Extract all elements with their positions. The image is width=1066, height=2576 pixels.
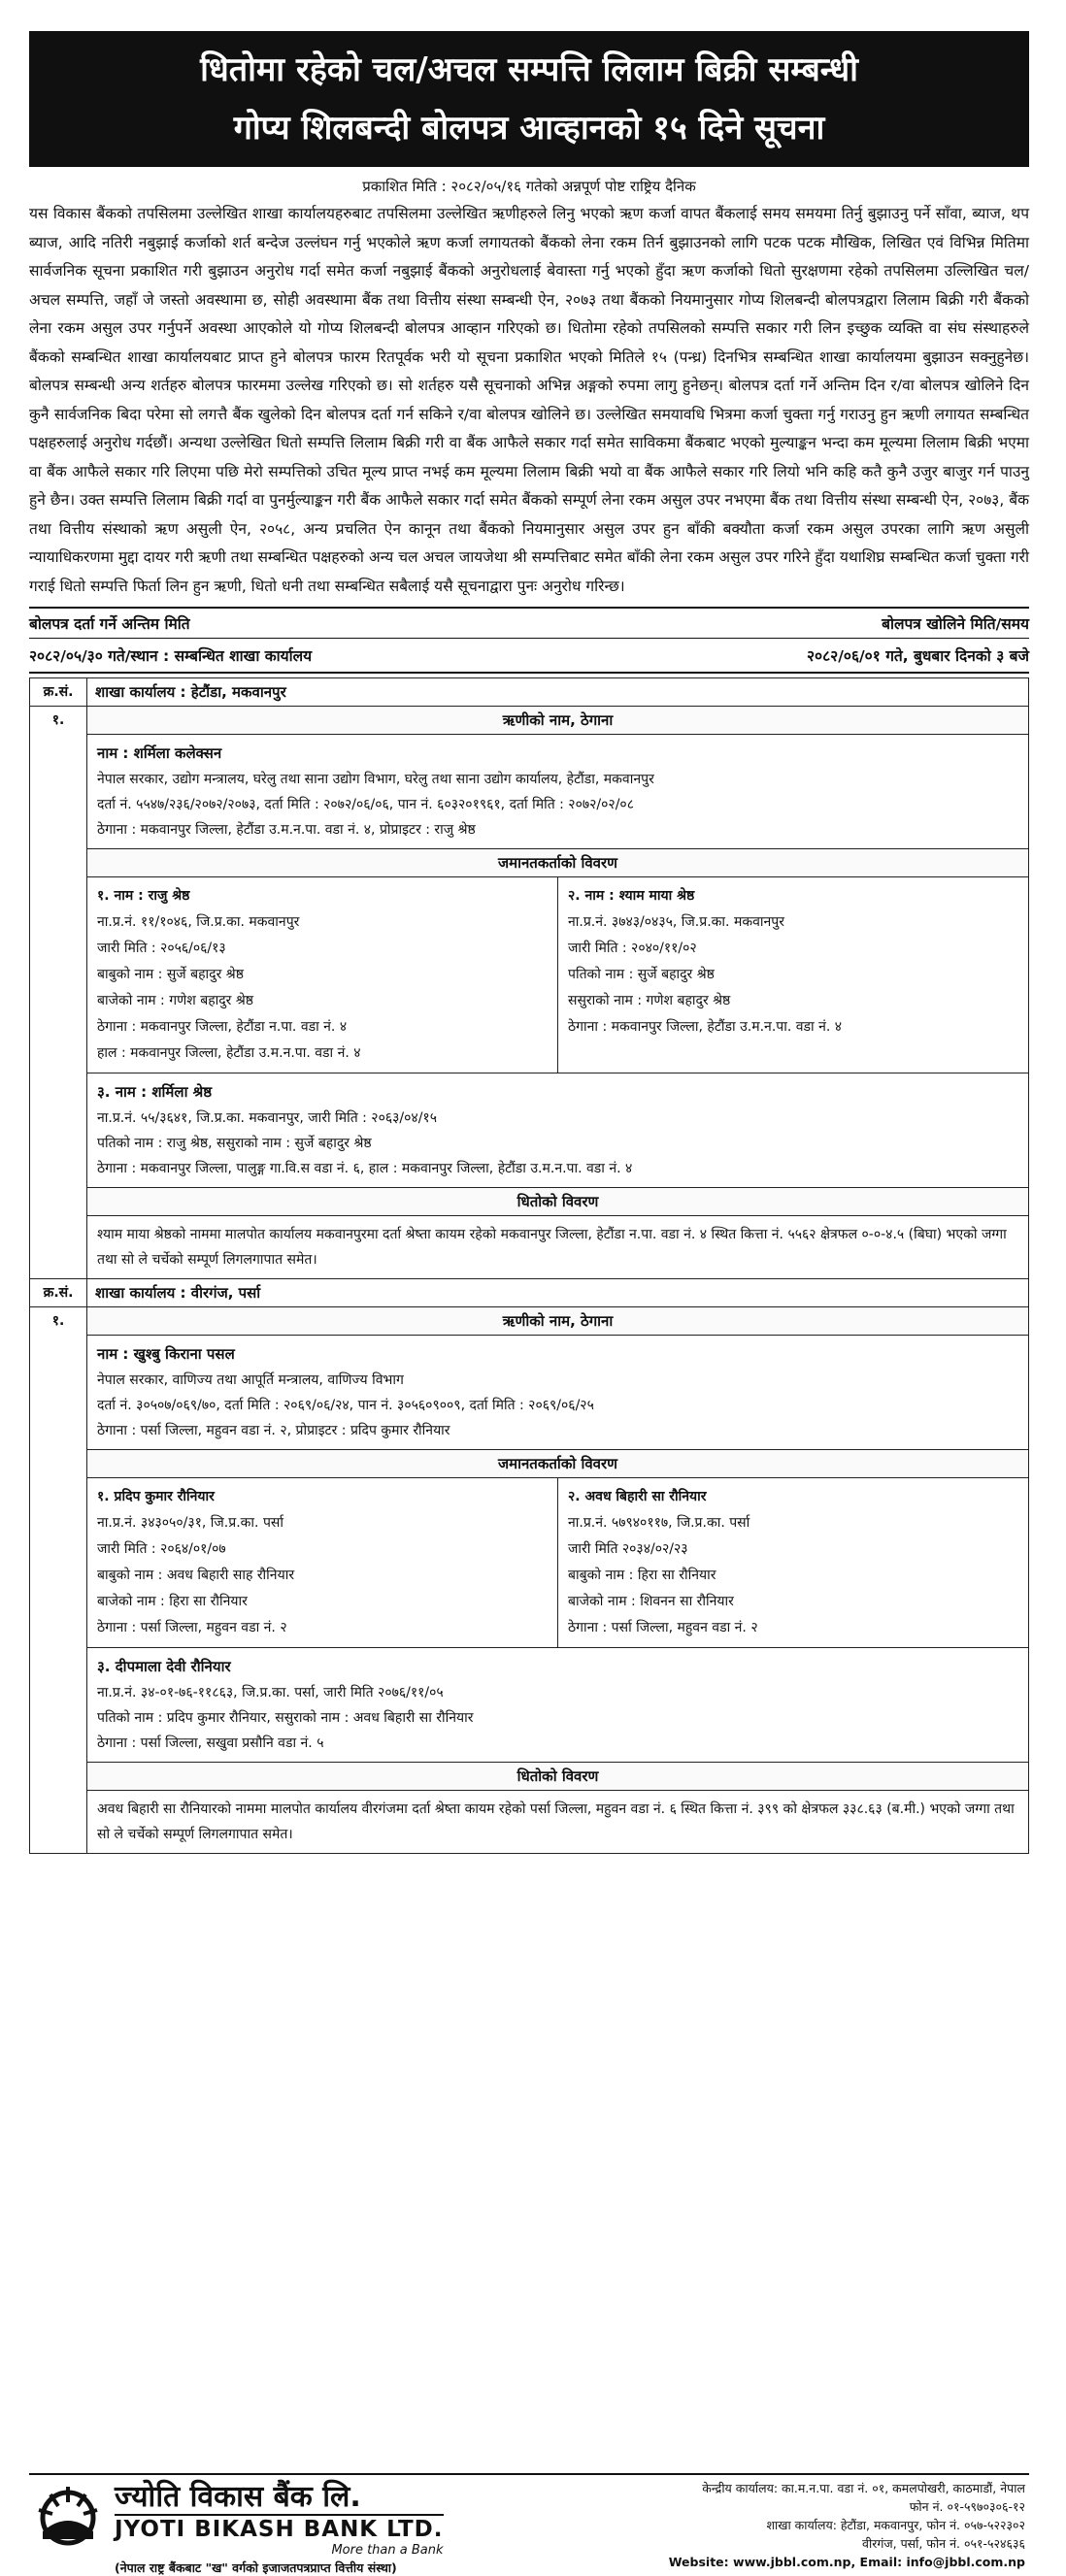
guarantor-line: ना.प्र.नं. ५५/३६४१, जि.प्र.का. मकवानपुर, जारी मिति : २०६३/०४/१५ bbox=[97, 1110, 437, 1126]
branch-name: शाखा कार्यालय : वीरगंज, पर्सा bbox=[87, 1279, 1029, 1307]
website-email: Website: www.jbbl.com.np, Email: info@jbbl.com.np bbox=[668, 2555, 1025, 2569]
guarantor-name: २. नाम : श्याम माया श्रेष्ठ bbox=[568, 888, 695, 904]
guarantor-line: ना.प्र.नं. ३७४३/०४३५, जि.प्र.का. मकवानपुर bbox=[568, 914, 784, 930]
guarantor-line: जारी मिति : २०५६/०६/१३ bbox=[97, 941, 226, 956]
collateral-details: अवध बिहारी सा रौनियारको नाममा मालपोत कार्यालय वीरगंजमा दर्ता श्रेष्ता कायम रहेको पर्सा जिल्ला, महुवन वडा नं. ६ स्थित कित्ता नं. ३९९ को क्षेत्रफल ३३८.६३ (ब.मी.) भएको जग्गा तथा सो ले चर्चेको सम्पूर्ण लिगलगापात समेत। bbox=[87, 1791, 1029, 1854]
guarantor-name: २. अवध बिहारी सा रौनियार bbox=[568, 1489, 707, 1504]
guarantor-line: जारी मिति २०३४/०२/२३ bbox=[568, 1541, 688, 1557]
guarantor-card bbox=[87, 877, 558, 1073]
guarantor-card bbox=[558, 877, 1028, 1073]
borrower-name: नाम : खुश्बु किराना पसल bbox=[97, 1345, 235, 1363]
notice-title-line2: गोप्य शिलबन्दी बोलपत्र आव्हानको १५ दिने सूचना bbox=[233, 109, 825, 148]
branch-name: शाखा कार्यालय : हेटौंडा, मकवानपुर bbox=[87, 678, 1029, 707]
notice-banner bbox=[29, 31, 1029, 167]
collateral-heading: धितोको विवरण bbox=[87, 1763, 1029, 1791]
guarantor-pair bbox=[87, 877, 1029, 1073]
contact-line: केन्द्रीय कार्यालय: का.म.न.पा. वडा नं. ०१, कमलपोखरी, काठमाडौं, नेपाल bbox=[702, 2481, 1025, 2495]
borrower-line: दर्ता नं. ३०५०७/०६९/७०, दर्ता मिति : २०६९/०६/२४, पान नं. ३०५६०९००९, दर्ता मिति : २०६९/०६/२५ bbox=[97, 1398, 594, 1413]
serial-number: १. bbox=[30, 1307, 87, 1854]
published-date: प्रकाशित मिति : २०८२/०५/१६ गतेको अन्नपूर्ण पोष्ट राष्ट्रिय दैनिक bbox=[362, 178, 696, 195]
borrower-details bbox=[87, 735, 1029, 849]
guarantor-heading: जमानतकर्ताको विवरण bbox=[87, 1450, 1029, 1478]
guarantor-line: बाजेको नाम : गणेश बहादुर श्रेष्ठ bbox=[97, 993, 254, 1008]
bank-license: (नेपाल राष्ट्र बैंकबाट "ख" वर्गको इजाजतपत्रप्राप्त वित्तीय संस्था) bbox=[115, 2560, 397, 2575]
guarantor-line: बाजेको नाम : शिवनन सा रौनियार bbox=[568, 1594, 734, 1609]
borrower-line: ठेगाना : मकवानपुर जिल्ला, हेटौंडा उ.म.न.पा. वडा नं. ४, प्रोप्राइटर : राजु श्रेष्ठ bbox=[97, 822, 476, 838]
bank-tagline: More than a Bank bbox=[331, 2543, 444, 2558]
deadline-submission-label: बोलपत्र दर्ता गर्ने अन्तिम मिति bbox=[29, 615, 190, 633]
guarantor-card-third bbox=[87, 1073, 1029, 1188]
guarantor-pair bbox=[87, 1478, 1029, 1648]
sn-header: क्र.सं. bbox=[30, 678, 87, 707]
borrower-line: नेपाल सरकार, वाणिज्य तथा आपूर्ति मन्त्रालय, वाणिज्य विभाग bbox=[97, 1372, 404, 1388]
guarantor-line: जारी मिति : २०६४/०१/०७ bbox=[97, 1541, 226, 1557]
guarantor-line: बाबुको नाम : हिरा सा रौनियार bbox=[568, 1568, 716, 1583]
guarantor-heading: जमानतकर्ताको विवरण bbox=[87, 849, 1029, 877]
borrower-name: नाम : शर्मिला कलेक्सन bbox=[97, 744, 222, 762]
bank-footer bbox=[29, 2473, 1029, 2575]
collateral-heading: धितोको विवरण bbox=[87, 1188, 1029, 1216]
deadline-labels bbox=[29, 607, 1029, 639]
guarantor-line: ठेगाना : पर्सा जिल्ला, सखुवा प्रसौनि वडा नं. ५ bbox=[97, 1735, 324, 1751]
guarantor-name: १. नाम : राजु श्रेष्ठ bbox=[97, 888, 190, 904]
borrower-details bbox=[87, 1336, 1029, 1450]
guarantor-line: ना.प्र.नं. ३४-०१-७६-११८६३, जि.प्र.का. पर्सा, जारी मिति २०७६/११/०५ bbox=[97, 1685, 444, 1701]
guarantor-card bbox=[558, 1478, 1028, 1647]
guarantor-line: ना.प्र.नं. ३४३०५०/३१, जि.प्र.का. पर्सा bbox=[97, 1515, 283, 1531]
guarantor-line: जारी मिति : २०४०/११/०२ bbox=[568, 941, 697, 956]
borrower-line: नेपाल सरकार, उद्योग मन्त्रालय, घरेलु तथा साना उद्योग विभाग, घरेलु तथा साना उद्योग कार्यालय, हेटौंडा, मकवानपुर bbox=[97, 772, 654, 787]
bank-name-block bbox=[115, 2481, 444, 2576]
collateral-details: श्याम माया श्रेष्ठको नाममा मालपोत कार्यालय मकवानपुरमा दर्ता श्रेष्ता कायम रहेको मकवानपुर जिल्ला, हेटौंडा न.पा. वडा नं. ४ स्थित कित्ता नं. ५५६२ क्षेत्रफल ०-०-४.५ (बिघा) भएको जग्गा तथा सो ले चर्चेको सम्पूर्ण लिगलगापात समेत। bbox=[87, 1216, 1029, 1279]
contact-line: वीरगंज, पर्सा, फोन नं. ०५१-५२४६३६ bbox=[862, 2536, 1025, 2551]
borrower-line: ठेगाना : पर्सा जिल्ला, महुवन वडा नं. २, प्रोप्राइटर : प्रदिप कुमार रौनियार bbox=[97, 1423, 450, 1438]
bank-contact bbox=[495, 2475, 1029, 2568]
guarantor-line: पतिको नाम : सुर्जे बहादुर श्रेष्ठ bbox=[568, 967, 715, 982]
deadline-opening-value: २०८२/०६/०१ गते, बुधबार दिनको ३ बजे bbox=[807, 647, 1029, 665]
notice-body: यस विकास बैंकको तपसिलमा उल्लेखित शाखा कार्यालयहरुबाट तपसिलमा उल्लेखित ऋणीहरुले लिनु भएको ऋण कर्जा वापत बैंकलाई समय समयमा तिर्नु बुझाउनु पर्ने साँवा, ब्याज, थप ब्याज, आदि नतिरी नबुझाई कर्जाको शर्त बन्देज उल्लंघन गर्नु भएकोले ऋण कर्जा लगायतको बैंकको लेना रकम तिर्न बुझाउनको लागि पटक पटक मौखिक, लिखित एवं विभिन्न मितिमा सार्वजनिक सूचना प्रकाशित गरी बुझाउन अनुरोध गर्दा समेत कर्जा नबुझाई बैंकको अनुरोधलाई बेवास्ता गर्नु भएको हुँदा ऋण कर्जाको धितो सुरक्षणमा रहेको तपसिलमा उल्लिखित चल/अचल सम्पत्ति, जहाँ जे जस्तो अवस्थामा छ, सोही अवस्थामा बैंक तथा वित्तीय संस्था सम्बन्धी ऐन, २०७३ तथा बैंकको नियमानुसार गोप्य शिलबन्दी बोलपत्रद्वारा लिलाम बिक्री गरी बैंकको लेना रकम असुल उपर गर्नुपर्ने अवस्था आएकोले यो गोप्य शिलबन्दी बोलपत्र आव्हान गरिएको छ। धितोमा रहेको तपसिलको सम्पत्ति सकार गरी लिन इच्छुक व्यक्ति वा संघ संस्थाहरुले बैंकको सम्बन्धित शाखा कार्यालयबाट प्राप्त हुने बोलपत्र फारम रितपूर्वक भरी यो सूचना प्रकाशित भएको मितिले १५ (पन्ध्र) दिनभित्र सम्बन्धित शाखा कार्यालयमा बुझाउन सक्नुहुनेछ। बोलपत्र सम्बन्धी अन्य शर्तहरु बोलपत्र फारममा उल्लेख गरिएको छ। सो शर्तहरु यसै सूचनाको अभिन्न अङ्गको रुपमा लागु हुनेछन्। बोलपत्र दर्ता गर्ने अन्तिम दिन र/वा बोलपत्र खोलिने दिन कुनै सार्वजनिक बिदा परेमा सो लगत्तै बैंक खुलेको दिन बोलपत्र दर्ता गर्न सकिने र/वा बोलपत्र खोलिने छ। उल्लेखित समयावधि भित्रमा कर्जा चुक्ता गर्नु गराउनु हुन ऋणी लगायत सम्बन्धित पक्षहरुलाई अनुरोध गर्दछौं। अन्यथा उल्लेखित धितो सम्पत्ति लिलाम बिक्री गरी वा बैंक आफैले सकार गर्दा समेत साविकमा बैंकबाट भएको मुल्याङ्कन भन्दा कम मूल्यमा लिलाम बिक्री भएमा वा बैंक आफैले सकार गरि लिएमा पछि मेरो सम्पत्तिको उचित मूल्य प्राप्त नभई कम मूल्यमा लिलाम बिक्री भयो वा बैंक आफैले सकार गरि लियो भनि कहि कतै कुनै उजुर बाजुर गर्न पाउनु हुने छैन। उक्त सम्पत्ति लिलाम बिक्री गर्दा वा पुनर्मुल्याङ्कन गरी बैंक आफैले सकार गर्दा समेत बैंकको सम्पूर्ण लेना रकम असुल उपर नभएमा बैंक तथा वित्तीय संस्था सम्बन्धी ऐन, २०७३, बैंक तथा वित्तीय संस्थाको ऋण असुली ऐन, २०५८, अन्य प्रचलित ऐन कानून तथा बैंकको नियमानुसार असुल उपर हुन बाँकी बक्यौता कर्जा रकम असुल उपरका लागि ऋण असुली न्यायाधिकरणमा मुद्दा दायर गरी ऋणी तथा सम्बन्धित पक्षहरुको अन्य चल अचल जायजेथा श्री सम्पत्तिबाट समेत बाँकी लेना रकम असुल उपर गरिने हुँदा यथाशिघ्र सम्बन्धित कर्जा चुक्ता गरी गराई धितो सम्पत्ति फिर्ता लिन हुन ऋणी, धितो धनी तथा सम्बन्धित सबैलाई यसै सूचनाद्वारा पुनः अनुरोध गरिन्छ। bbox=[29, 205, 1029, 595]
details-table bbox=[29, 677, 1029, 1854]
bank-name-nepali: ज्योति विकास बैंक लि. bbox=[115, 2480, 361, 2514]
guarantor-line: हाल : मकवानपुर जिल्ला, हेटौंडा उ.म.न.पा. वडा नं. ४ bbox=[97, 1045, 361, 1061]
contact-line: फोन नं. ०१-५९७०३०६-१२ bbox=[909, 2499, 1025, 2514]
notice-page bbox=[29, 31, 1029, 1854]
guarantor-line: ठेगाना : पर्सा जिल्ला, महुवन वडा नं. २ bbox=[97, 1620, 287, 1635]
guarantor-line: पतिको नाम : राजु श्रेष्ठ, ससुराको नाम : सुर्जे बहादुर श्रेष्ठ bbox=[97, 1136, 372, 1151]
deadline-values bbox=[29, 639, 1029, 674]
serial-number: १. bbox=[30, 707, 87, 1279]
guarantor-name: ३. दीपमाला देवी रौनियार bbox=[97, 1658, 231, 1675]
deadline-opening-label: बोलपत्र खोलिने मिति/समय bbox=[882, 615, 1029, 633]
contact-line: शाखा कार्यालय: हेटौंडा, मकवानपुर, फोन नं. ०५७-५२२३०२ bbox=[766, 2518, 1025, 2532]
guarantor-line: ठेगाना : मकवानपुर जिल्ला, हेटौंडा न.पा. वडा नं. ४ bbox=[97, 1019, 348, 1035]
borrower-line: दर्ता नं. ५५४७/२३६/२०७२/२०७३, दर्ता मिति : २०७२/०६/०६, पान नं. ६०३२०१९६१, दर्ता मिति : २०७२/०२/०८ bbox=[97, 797, 634, 812]
guarantor-line: पतिको नाम : प्रदिप कुमार रौनियार, ससुराको नाम : अवध बिहारी सा रौनियार bbox=[97, 1710, 474, 1726]
guarantor-card bbox=[87, 1478, 558, 1647]
guarantor-line: बाबुको नाम : सुर्जे बहादुर श्रेष्ठ bbox=[97, 967, 244, 982]
bank-logo-icon bbox=[29, 2481, 107, 2549]
deadline-submission-value: २०८२/०५/३० गते/स्थान : सम्बन्धित शाखा कार्यालय bbox=[29, 647, 313, 665]
guarantor-line: ठेगाना : मकवानपुर जिल्ला, हेटौंडा उ.म.न.पा. वडा नं. ४ bbox=[568, 1019, 843, 1035]
guarantor-line: ना.प्र.नं. ५७९४०११७, जि.प्र.का. पर्सा bbox=[568, 1515, 750, 1531]
guarantor-line: बाबुको नाम : अवध बिहारी साह रौनियार bbox=[97, 1568, 295, 1583]
guarantor-line: ससुराको नाम : गणेश बहादुर श्रेष्ठ bbox=[568, 993, 731, 1008]
sn-header: क्र.सं. bbox=[30, 1279, 87, 1307]
guarantor-line: बाजेको नाम : हिरा सा रौनियार bbox=[97, 1594, 248, 1609]
bank-branding bbox=[29, 2475, 495, 2575]
guarantor-line: ठेगाना : मकवानपुर जिल्ला, पालुङ्ग गा.वि.स वडा नं. ६, हाल : मकवानपुर जिल्ला, हेटौंडा उ.म.न.पा. वडा नं. ४ bbox=[97, 1161, 633, 1176]
borrower-heading: ऋणीको नाम, ठेगाना bbox=[87, 1307, 1029, 1336]
guarantor-name: ३. नाम : शर्मिला श्रेष्ठ bbox=[97, 1083, 213, 1101]
guarantor-card-third bbox=[87, 1648, 1029, 1763]
guarantor-name: १. प्रदिप कुमार रौनियार bbox=[97, 1489, 215, 1504]
bank-name-english: JYOTI BIKASH BANK LTD. bbox=[115, 2514, 444, 2543]
borrower-heading: ऋणीको नाम, ठेगाना bbox=[87, 707, 1029, 735]
guarantor-line: ना.प्र.नं. ११/१०४६, जि.प्र.का. मकवानपुर bbox=[97, 914, 300, 930]
guarantor-line: ठेगाना : पर्सा जिल्ला, महुवन वडा नं. २ bbox=[568, 1620, 758, 1635]
notice-title-line1: धितोमा रहेको चल/अचल सम्पत्ति लिलाम बिक्री सम्बन्धी bbox=[200, 50, 858, 89]
